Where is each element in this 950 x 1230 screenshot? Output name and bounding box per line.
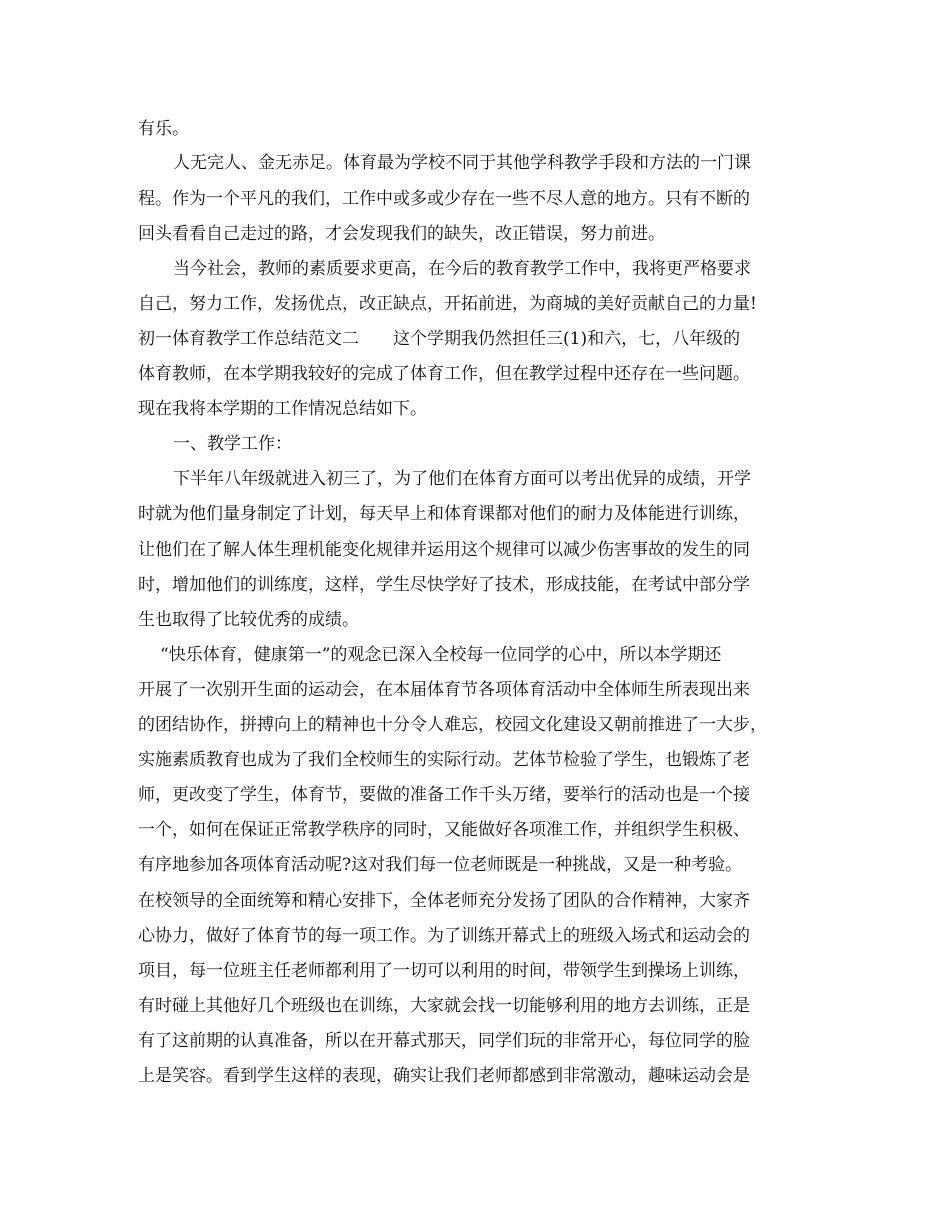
text-line: 回头看看自己走过的路，才会发现我们的缺失，改正错误，努力前进。 xyxy=(138,224,665,244)
text-line: 让他们在了解人体生理机能变化规律并运用这个规律可以减少伤害事故的发生的同 xyxy=(138,540,750,560)
text-line: 程。作为一个平凡的我们，工作中或多或少存在一些不尽人意的地方。只有不断的 xyxy=(138,189,750,209)
text-line: 时，增加他们的训练度，这样，学生尽快学好了技术，形成技能，在考试中部分学 xyxy=(138,575,750,595)
paragraph-start-line: 当今社会，教师的素质要求更高，在今后的教育教学工作中，我将更严格要求 xyxy=(173,259,751,279)
text-line: 在校领导的全面统筹和精心安排下，全体老师充分发扬了团队的合作精神，大家齐 xyxy=(138,891,750,911)
text-line: 实施素质教育也成为了我们全校师生的实际行动。艺体节检验了学生，也锻炼了老 xyxy=(138,750,750,770)
text-line: 自己，努力工作，发扬优点，改正缺点，开拓前进，为商城的美好贡献自己的力量! xyxy=(138,294,757,314)
text-line: 有时碰上其他好几个班级也在训练，大家就会找一切能够利用的地方去训练，正是 xyxy=(138,996,750,1016)
text-line: 上是笑容。看到学生这样的表现，确实让我们老师都感到非常激动，趣味运动会是 xyxy=(138,1066,750,1086)
text-line: 时就为他们量身制定了计划，每天早上和体育课都对他们的耐力及体能进行训练， xyxy=(138,504,750,524)
text-line: 项目，每一位班主任老师都利用了一切可以利用的时间，带领学生到操场上训练， xyxy=(138,961,750,981)
section-title-line: 初一体育教学工作总结范文二 这个学期我仍然担任三(1)和六，七，八年级的 xyxy=(138,329,741,349)
text-line: 一个，如何在保证正常教学秩序的同时，又能做好各项准工作，并组织学生积极、 xyxy=(138,820,750,840)
text-line: 体育教师，在本学期我较好的完成了体育工作，但在教学过程中还存在一些问题。 xyxy=(138,364,750,384)
paragraph-start-line: 人无完人、金无赤足。体育最为学校不同于其他学科教学手段和方法的一门课 xyxy=(173,153,751,173)
text-line: 有了这前期的认真准备，所以在开幕式那天，同学们玩的非常开心，每位同学的脸 xyxy=(138,1031,750,1051)
text-line: 开展了一次别开生面的运动会，在本届体育节各项体育活动中全体师生所表现出来 xyxy=(138,680,750,700)
paragraph-start-line: 下半年八年级就进入初三了，为了他们在体育方面可以考出优异的成绩，开学 xyxy=(173,469,751,489)
text-line: 心协力，做好了体育节的每一项工作。为了训练开幕式上的班级入场式和运动会的 xyxy=(138,926,750,946)
text-line: 生也取得了比较优秀的成绩。 xyxy=(138,610,359,630)
text-line: 现在我将本学期的工作情况总结如下。 xyxy=(138,399,427,419)
text-line: 师，更改变了学生，体育节，要做的准备工作千头万绪，要举行的活动也是一个接 xyxy=(138,785,750,805)
text-line: 的团结协作，拼搏向上的精神也十分令人难忘，校园文化建设又朝前推进了一大步， xyxy=(138,715,767,735)
text-line: 有序地参加各项体育活动呢?这对我们每一位老师既是一种挑战，又是一种考验。 xyxy=(138,855,743,875)
section-heading: 一、教学工作： xyxy=(173,434,292,454)
text-line: 有乐。 xyxy=(138,119,189,139)
paragraph-start-line: “快乐体育，健康第一”的观念已深入全校每一位同学的心中，所以本学期还 xyxy=(160,645,722,665)
